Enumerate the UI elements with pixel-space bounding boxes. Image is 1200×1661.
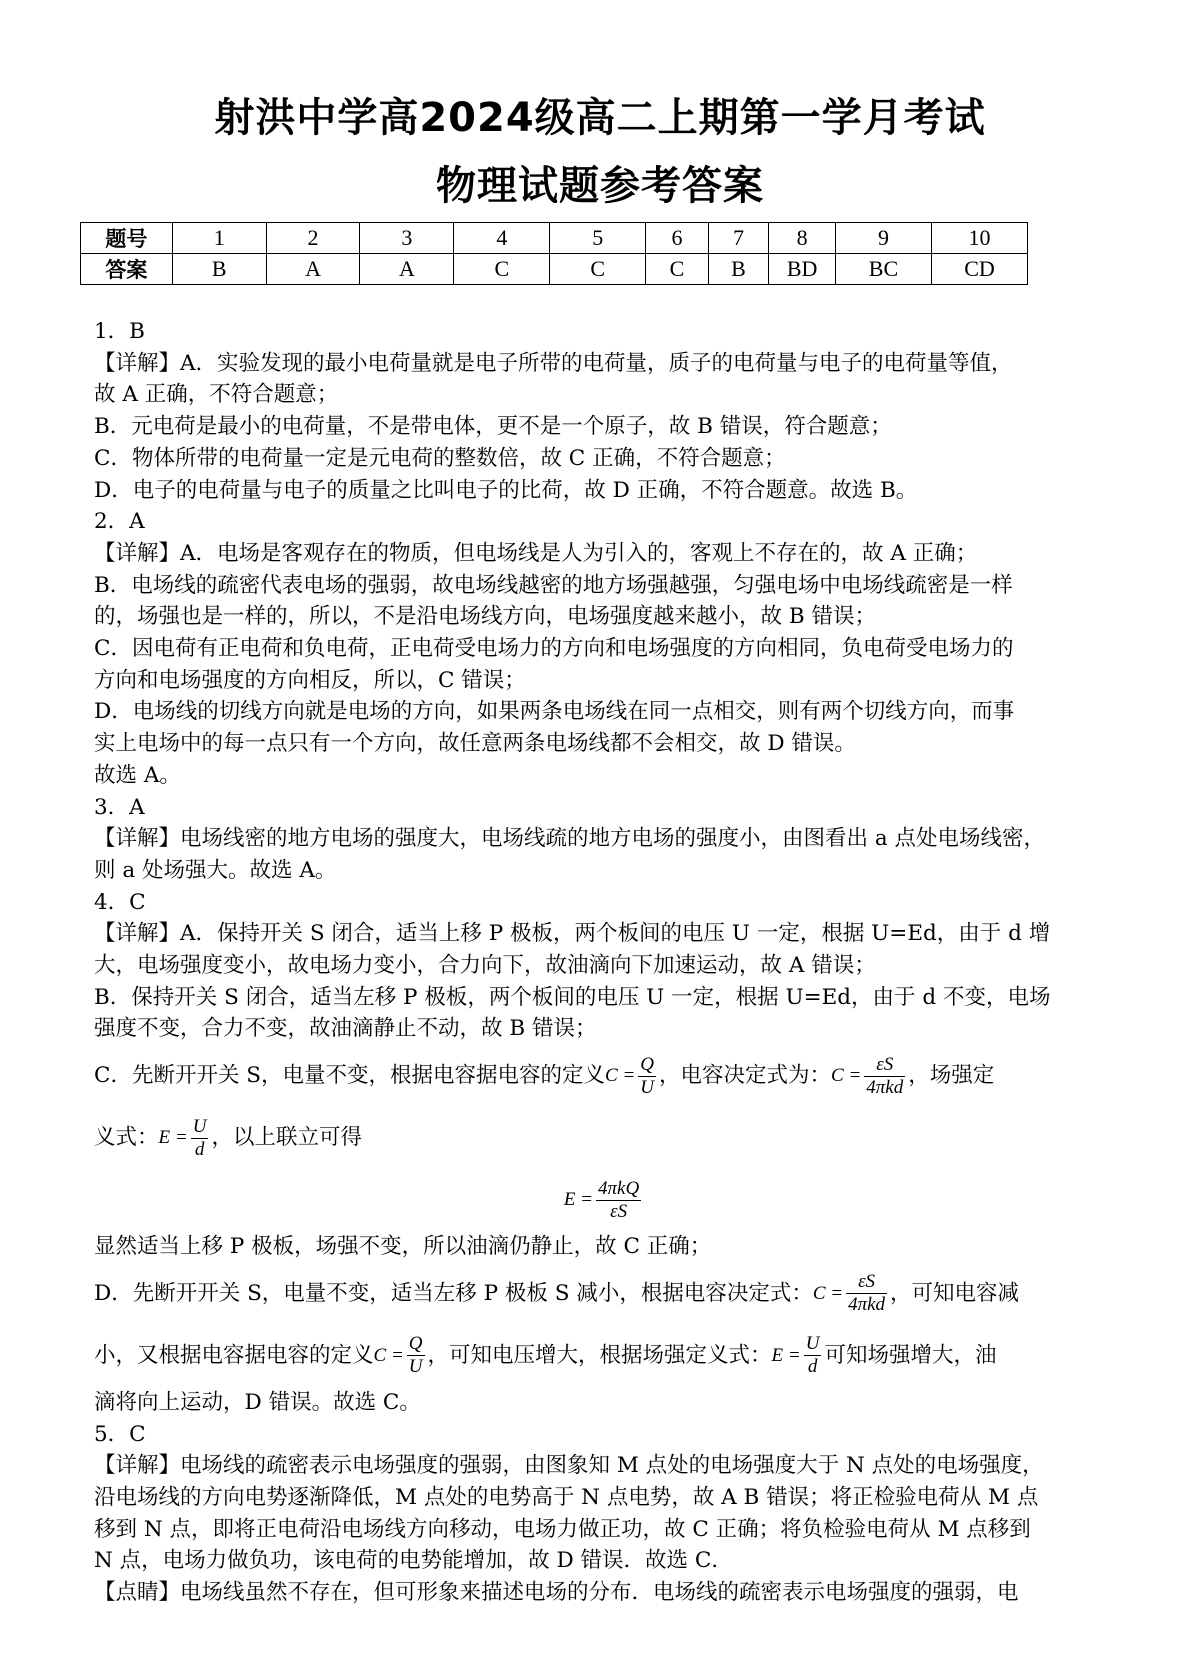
explanation-text: 可知场强增大，油 [824,1343,997,1369]
explanation-line: 【点睛】电场线虽然不存在，但可形象来描述电场的分布．电场线的疏密表示电场强度的强弱，电 [94,1580,1019,1606]
question-number-cell: 2 [266,223,360,254]
explanation-text: ，可知电压增大，根据场强定义式： [427,1343,772,1369]
explanation-line: B．保持开关 S 闭合，适当左移 P 极板，两个板间的电压 U 一定，根据 U=Ed，由于 d 不变，电场 [94,984,1051,1010]
explanation-line: 【详解】A．保持开关 S 闭合，适当上移 P 极板，两个板间的电压 U 一定，根据 U=Ed，由于 d 增 [94,921,1051,947]
formula-numerator: U [805,1333,820,1355]
question-number-cell: 3 [360,223,454,254]
question-number-cell: 9 [836,223,932,254]
answer-table-row-numbers [81,223,1028,254]
explanation-line: 大，电场强度变小，故电场力变小，合力向下，故油滴向下加速运动，故 A 错误； [94,953,876,979]
question-number-cell: 10 [931,223,1027,254]
explanation-line: D．电子的电荷量与电子的质量之比叫电子的比荷，故 D 正确，不符合题意。故选 B。 [94,477,918,503]
answer-cell: C [454,254,550,285]
answer-cell: CD [931,254,1027,285]
explanation-text: D．先断开开关 S，电量不变，适当左移 P 极板 S 减小，根据电容决定式： [94,1281,813,1307]
explanation-line-with-formulas [94,1045,1114,1107]
question-heading: 1．B [94,319,145,344]
explanation-line: 【详解】电场线的疏密表示电场强度的强弱，由图象知 M 点处的电场强度大于 N 点处的电场强度， [94,1453,1044,1479]
explanation-line: 则 a 处场强大。故选 A。 [94,857,337,883]
formula-lhs: C = [812,1283,844,1305]
explanation-line: 【详解】A．电场是客观存在的物质，但电场线是人为引入的，客观上不存在的，故 A 正确； [94,540,978,566]
explanation-line: 实上电场中的每一点只有一个方向，故任意两条电场线都不会相交，故 D 错误。 [94,731,856,757]
explanation-text: ，以上联立可得 [211,1125,362,1151]
page-subtitle: 物理试题参考答案 [436,163,764,209]
explanation-line: 【详解】A．实验发现的最小电荷量就是电子所带的电荷量，质子的电荷量与电子的电荷量等值， [94,350,1013,376]
formula-lhs: E = [563,1189,593,1211]
explanation-text: ，可知电容减 [890,1281,1020,1307]
explanation-text: ，电容决定式为： [659,1063,832,1089]
formula-lhs: C = [373,1345,404,1367]
formula-denominator: U [408,1356,423,1378]
explanation-line-with-formulas [94,1107,1114,1169]
formula-lhs: E = [158,1127,188,1149]
answer-cell: C [646,254,709,285]
explanation-line: 故选 A。 [94,762,181,788]
answer-cell: A [266,254,360,285]
explanation-line: B．电场线的疏密代表电场的强弱，故电场线越密的地方场强越强，匀强电场中电场线疏密是一样 [94,572,1013,598]
question-number-cell: 1 [172,223,266,254]
explanation-line: 移到 N 点，即将正电荷沿电场线方向移动，电场力做正功，故 C 正确；将负检验电荷从 M 点移到 [94,1516,1031,1542]
explanation-line: C．因电荷有正电荷和负电荷，正电荷受电场力的方向和电场强度的方向相同，负电荷受电场力的 [94,636,1014,662]
answer-cell: BD [769,254,836,285]
table-header-cell: 答案 [81,254,173,285]
question-number-cell: 6 [646,223,709,254]
capacitance-decision-formula [864,1054,905,1099]
display-equation [94,1169,1114,1231]
formula-numerator: Q [408,1333,423,1355]
explanation-line: 的，场强也是一样的，所以，不是沿电场线方向，电场强度越来越小，故 B 错误； [94,604,876,630]
question-heading: 5．C [94,1421,146,1447]
capacitance-decision-formula [846,1271,887,1316]
answer-explanations [94,316,1114,1609]
answer-cell: C [550,254,646,285]
answer-table [80,222,1028,285]
formula-denominator: 4πkd [848,1294,886,1316]
combined-field-formula [596,1178,641,1223]
answer-cell: BC [836,254,932,285]
explanation-line: 显然适当上移 P 极板，场强不变，所以油滴仍静止，故 C 正确； [94,1234,712,1260]
formula-denominator: U [640,1076,655,1098]
answer-cell: B [708,254,768,285]
capacitance-definition-formula [407,1333,425,1378]
formula-denominator: d [194,1138,205,1160]
explanation-line-with-formulas [94,1263,1114,1325]
answer-cell: B [172,254,266,285]
formula-denominator: 4πkd [866,1076,904,1098]
question-number-cell: 5 [550,223,646,254]
explanation-line: 滴将向上运动，D 错误。故选 C。 [94,1389,421,1415]
table-header-cell: 题号 [81,223,173,254]
question-heading: 2．A [94,509,145,535]
question-heading: 4．C [94,889,146,915]
explanation-line: 故 A 正确，不符合题意； [94,382,339,408]
page-title: 射洪中学高2024级高二上期第一学月考试 [214,95,986,141]
explanation-line: 方向和电场强度的方向相反，所以，C 错误； [94,667,526,693]
formula-numerator: Q [640,1053,655,1075]
answer-cell: A [360,254,454,285]
answer-table-row-answers [81,254,1028,285]
explanation-line: 强度不变，合力不变，故油滴静止不动，故 B 错误； [94,1016,597,1042]
capacitance-definition-formula [638,1054,656,1099]
question-number-cell: 8 [769,223,836,254]
question-number-cell: 4 [454,223,550,254]
formula-numerator: 4πkQ [598,1177,640,1199]
question-heading: 3．A [94,794,145,820]
explanation-text: ，场强定 [908,1063,995,1089]
explanation-line: N 点，电场力做负功，该电荷的电势能增加，故 D 错误．故选 C． [94,1548,733,1574]
formula-numerator: εS [864,1054,905,1077]
formula-denominator: εS [610,1200,628,1222]
explanation-line: 【详解】电场线密的地方电场的强度大，电场线疏的地方电场的强度小，由图看出 a 点处电场线密， [94,826,1045,852]
explanation-line: D．电场线的切线方向就是电场的方向，如果两条电场线在同一点相交，则有两个切线方向，而事 [94,699,1015,725]
explanation-line-with-formulas [94,1325,1114,1387]
explanation-text: 小，又根据电容据电容的定义 [94,1343,374,1369]
question-number-cell: 7 [708,223,768,254]
explanation-text: 义式： [94,1125,159,1151]
explanation-text: C．先断开开关 S，电量不变，根据电容据电容的定义 [94,1063,606,1089]
formula-numerator: εS [846,1271,887,1294]
field-strength-formula [804,1333,822,1378]
explanation-line: B．元电荷是最小的电荷量，不是带电体，更不是一个原子，故 B 错误，符合题意； [94,414,892,440]
explanation-line: C．物体所带的电荷量一定是元电荷的整数倍，故 C 正确，不符合题意； [94,445,786,471]
formula-lhs: E = [771,1345,801,1367]
formula-lhs: C = [605,1065,636,1087]
explanation-line: 沿电场线的方向电势逐渐降低，M 点处的电势高于 N 点电势，故 A B 错误；将正检验电荷从 M 点 [94,1484,1039,1510]
formula-numerator: U [192,1115,207,1137]
formula-lhs: C = [831,1065,862,1087]
formula-denominator: d [807,1356,818,1378]
field-strength-formula [191,1116,209,1161]
